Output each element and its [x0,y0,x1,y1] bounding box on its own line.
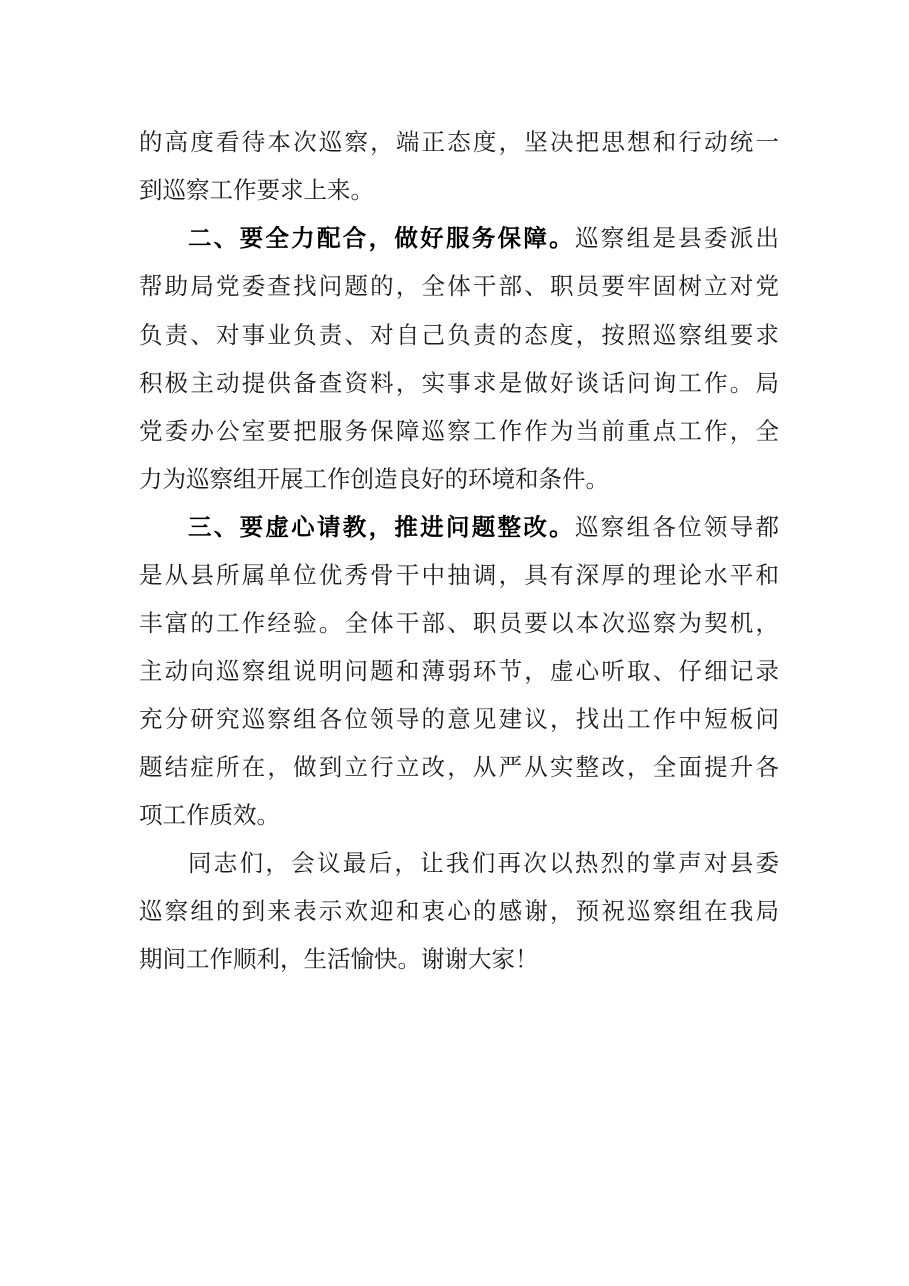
paragraph-line: 巡察组的到来表示欢迎和衷心的感谢，预祝巡察组在我局 [139,897,779,925]
paragraph-line: 力为巡察组开展工作创造良好的环境和条件。 [139,465,609,493]
paragraph-line: 丰富的工作经验。全体干部、职员要以本次巡察为契机， [139,609,779,637]
paragraph-text: 巡察组是县委派出 [574,224,780,252]
paragraph-text: 巡察组各位领导都 [574,513,780,541]
paragraph-line [188,511,779,543]
paragraph-line: 的高度看待本次巡察，端正态度，坚决把思想和行动统一 [139,128,779,156]
section-heading: 三、要虚心请教，推进问题整改。 [188,513,575,541]
paragraph-line: 项工作质效。 [139,801,280,829]
paragraph-line: 积极主动提供备查资料，实事求是做好谈话问询工作。局 [139,369,779,397]
section-heading: 二、要全力配合，做好服务保障。 [188,224,575,252]
paragraph-line: 帮助局党委查找问题的，全体干部、职员要牢固树立对党 [139,272,779,300]
paragraph-line [188,222,779,254]
paragraph-line: 是从县所属单位优秀骨干中抽调，具有深厚的理论水平和 [139,561,779,589]
paragraph-line: 负责、对事业负责、对自己负责的态度，按照巡察组要求 [139,321,779,349]
paragraph-line: 到巡察工作要求上来。 [139,176,374,204]
paragraph-line: 同志们，会议最后，让我们再次以热烈的掌声对县委 [188,849,779,877]
paragraph-line: 党委办公室要把服务保障巡察工作作为当前重点工作，全 [139,417,779,445]
paragraph-line: 期间工作顺利，生活愉快。谢谢大家！ [139,945,539,973]
paragraph-line: 题结症所在，做到立行立改，从严从实整改，全面提升各 [139,753,779,781]
paragraph-line: 主动向巡察组说明问题和薄弱环节，虚心听取、仔细记录 [139,657,779,685]
paragraph-line: 充分研究巡察组各位领导的意见建议，找出工作中短板问 [139,705,779,733]
